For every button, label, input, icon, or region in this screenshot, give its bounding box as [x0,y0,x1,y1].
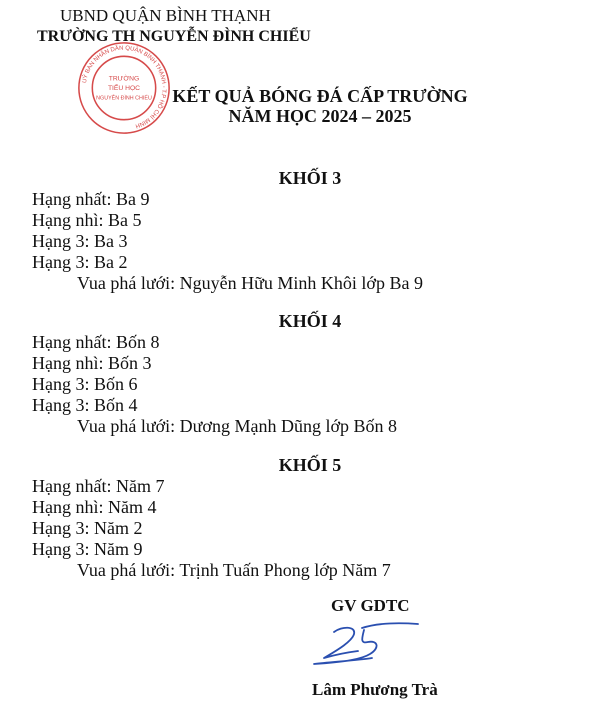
svg-text:NGUYỄN ĐÌNH CHIỂU: NGUYỄN ĐÌNH CHIỂU [96,95,152,102]
result-line: Hạng nhì: Ba 5 [32,210,142,230]
signer-name: Lâm Phương Trà [312,680,438,699]
section-heading-khoi-5: KHỐI 5 [278,455,342,475]
top-scorer-line: Vua phá lưới: Dương Mạnh Dũng lớp Bốn 8 [77,416,397,436]
result-line: Hạng 3: Ba 2 [32,252,128,272]
result-line: Hạng nhất: Bốn 8 [32,332,160,352]
signer-title: GV GDTC [331,596,410,615]
section-heading-khoi-3: KHỐI 3 [278,168,342,188]
result-line: Hạng 3: Năm 9 [32,539,143,559]
result-line: Hạng nhất: Ba 9 [32,189,150,209]
svg-text:TRƯỜNG: TRƯỜNG [108,75,140,83]
handwritten-signature-icon [312,618,422,668]
school-name: TRƯỜNG TH NGUYỄN ĐÌNH CHIỂU [37,28,311,45]
document-title: KẾT QUẢ BÓNG ĐÁ CẤP TRƯỜNG [172,86,468,106]
result-line: Hạng nhất: Năm 7 [32,476,165,496]
svg-text:TIỂU HỌC: TIỂU HỌC [107,84,141,92]
result-line: Hạng 3: Ba 3 [32,231,128,251]
school-year: NĂM HỌC 2024 – 2025 [228,106,412,126]
svg-text:UỶ BAN NHÂN DÂN QUẬN BÌNH THẠN: UỶ BAN NHÂN DÂN QUẬN BÌNH THẠNH - T.P HỒ CHÍ MINH [81,45,167,129]
top-scorer-line: Vua phá lưới: Nguyễn Hữu Minh Khôi lớp Ba 9 [77,273,423,293]
agency-name: UBND QUẬN BÌNH THẠNH [60,6,271,25]
result-line: Hạng nhì: Năm 4 [32,497,157,517]
result-line: Hạng nhì: Bốn 3 [32,353,152,373]
section-heading-khoi-4: KHỐI 4 [278,311,342,331]
result-line: Hạng 3: Bốn 6 [32,374,138,394]
result-line: Hạng 3: Năm 2 [32,518,143,538]
top-scorer-line: Vua phá lưới: Trịnh Tuấn Phong lớp Năm 7 [77,560,391,580]
result-line: Hạng 3: Bốn 4 [32,395,138,415]
